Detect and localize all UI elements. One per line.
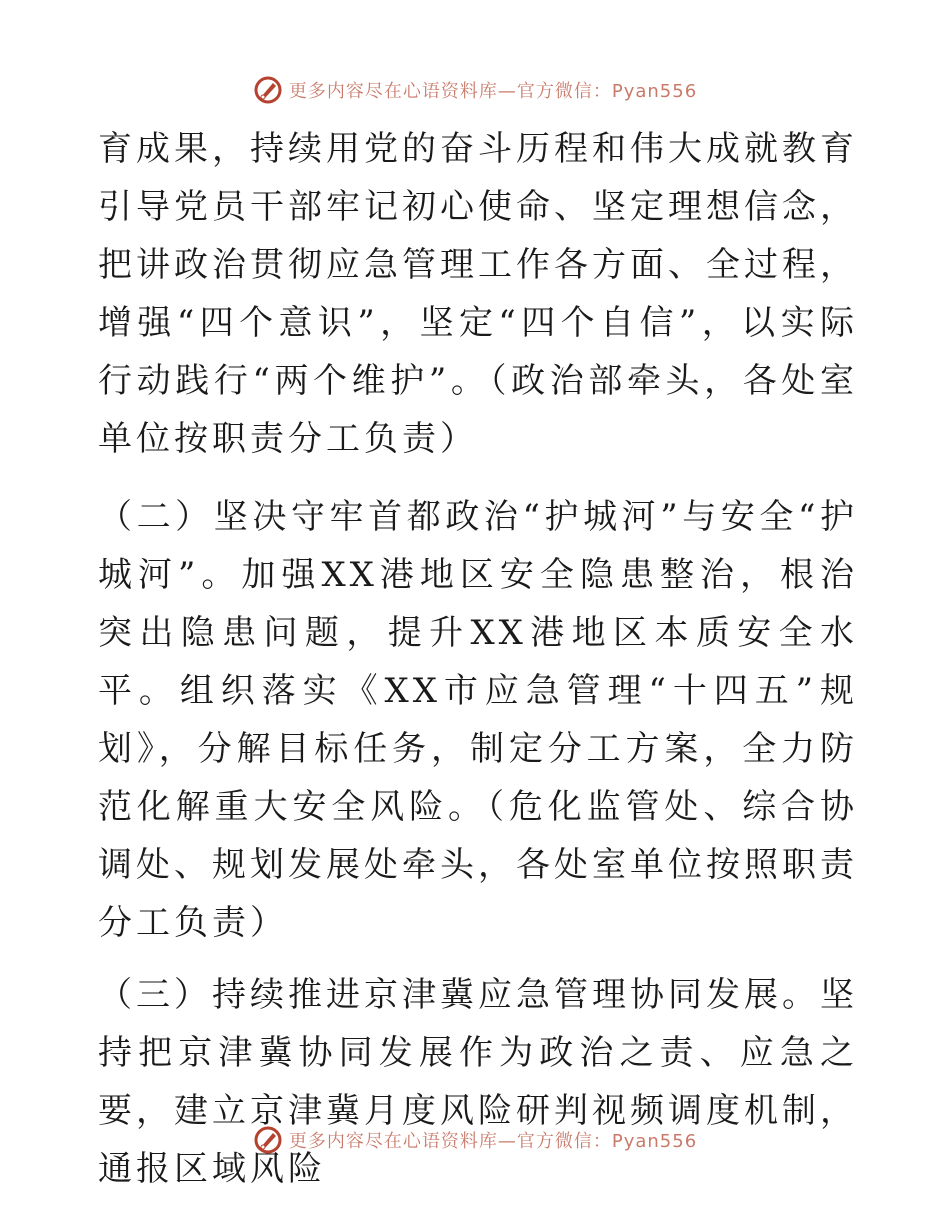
document-body [98, 120, 858, 1208]
footer-banner [0, 1120, 950, 1160]
paragraph-1: 育成果，持续用党的奋斗历程和伟大成就教育引导党员干部牢记初心使命、坚定理想信念，把讲政治贯彻应急管理工作各方面、全过程，增强“四个意识”，坚定“四个自信”，以实际行动践行“两个维护”。（政治部牵头，各处室单位按职责分工负责） [98, 129, 858, 459]
header-banner-text: 更多内容尽在心语资料库—官方微信：Pyan556 [288, 81, 698, 102]
pen-seal-icon [253, 75, 283, 105]
pen-seal-icon [253, 1125, 283, 1155]
header-banner [0, 70, 950, 110]
footer-banner-text: 更多内容尽在心语资料库—官方微信：Pyan556 [288, 1131, 698, 1152]
paragraph-2: （二）坚决守牢首都政治“护城河”与安全“护城河”。加强XX港地区安全隐患整治，根治突出隐患问题，提升XX港地区本质安全水平。组织落实《XX市应急管理“十四五”规划》，分解目标任务，制定分工方案，全力防范化解重大安全风险。（危化监管处、综合协调处、规划发展处牵头，各处室单位按照职责分工负责） [98, 497, 858, 943]
paragraph-3: （三）持续推进京津冀应急管理协同发展。坚持把京津冀协同发展作为政治之责、应急之要，建立京津冀月度风险研判视频调度机制，通报区域风险 [98, 975, 858, 1189]
